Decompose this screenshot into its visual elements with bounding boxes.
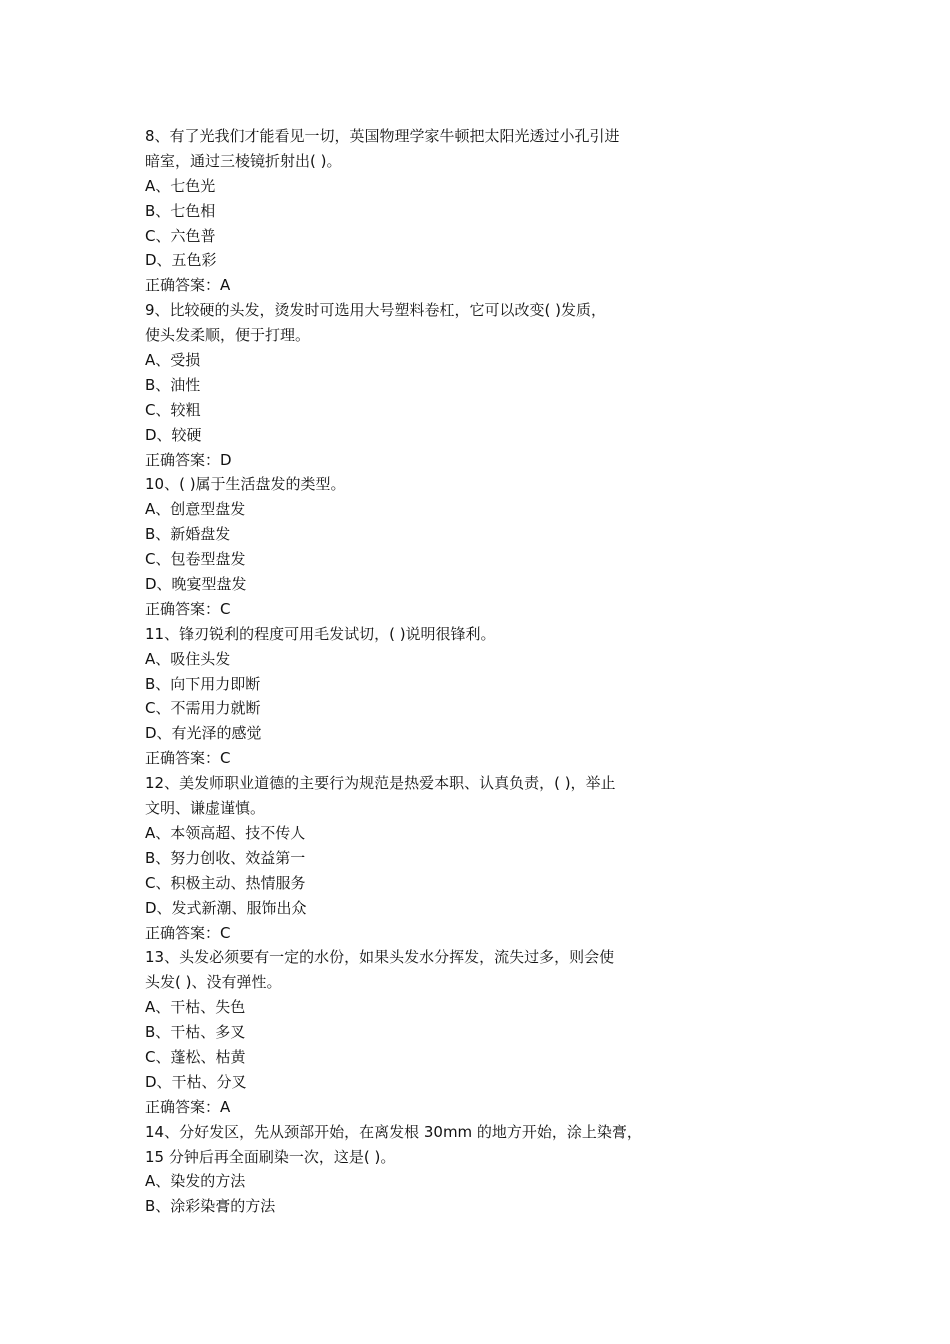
question-stem: 8、有了光我们才能看见一切，英国物理学家牛顿把太阳光透过小孔引进 [145, 127, 620, 145]
option-b: B、干枯、多叉 [145, 1023, 246, 1042]
option-b: B、努力创收、效益第一 [145, 848, 306, 867]
question-14 [145, 1120, 725, 1220]
correct-answer: 正确答案：C [145, 599, 231, 618]
question-stem: 14、分好发区，先从颈部开始，在离发根 30mm 的地方开始，涂上染膏， [145, 1122, 642, 1141]
option-c: C、积极主动、热情服务 [145, 873, 306, 892]
question-10 [145, 472, 725, 621]
question-stem: 9、比较硬的头发，烫发时可选用大号塑料卷杠，它可以改变( )发质， [145, 301, 607, 320]
option-d: D、五色彩 [145, 251, 217, 270]
question-8 [145, 124, 725, 298]
question-stem: 13、头发必须要有一定的水份，如果头发水分挥发，流失过多，则会使 [145, 948, 615, 967]
option-b: B、油性 [145, 375, 201, 394]
option-d: D、较硬 [145, 425, 202, 444]
question-stem: 文明、谦虚谨慎。 [145, 799, 266, 818]
option-c: C、六色普 [145, 226, 216, 245]
option-a: A、染发的方法 [145, 1172, 246, 1191]
option-b: B、新婚盘发 [145, 525, 231, 544]
question-stem: 暗室，通过三棱镜折射出( )。 [145, 151, 342, 170]
option-a: A、创意型盘发 [145, 500, 246, 519]
question-13 [145, 945, 725, 1119]
option-c: C、较粗 [145, 400, 201, 419]
correct-answer: 正确答案：A [145, 276, 231, 295]
option-d: D、晚宴型盘发 [145, 575, 247, 594]
option-a: A、受损 [145, 351, 201, 370]
correct-answer: 正确答案：A [145, 1097, 231, 1116]
option-d: D、有光泽的感觉 [145, 724, 262, 743]
correct-answer: 正确答案：D [145, 450, 232, 469]
option-b: B、七色相 [145, 201, 216, 220]
option-d: D、干枯、分叉 [145, 1072, 247, 1091]
option-b: B、向下用力即断 [145, 674, 261, 693]
option-c: C、包卷型盘发 [145, 550, 246, 569]
option-d: D、发式新潮、服饰出众 [145, 898, 307, 917]
document-page [145, 124, 725, 1219]
option-a: A、七色光 [145, 176, 216, 195]
correct-answer: 正确答案：C [145, 923, 231, 942]
option-a: A、本领高超、技不传人 [145, 823, 306, 842]
question-stem: 11、锋刃锐利的程度可用毛发试切，( )说明很锋利。 [145, 624, 496, 643]
correct-answer: 正确答案：C [145, 749, 231, 768]
question-stem: 10、( )属于生活盘发的类型。 [145, 475, 346, 494]
question-stem: 使头发柔顺，便于打理。 [145, 326, 311, 345]
question-stem: 15 分钟后再全面刷染一次，这是( )。 [145, 1147, 396, 1166]
question-12 [145, 771, 725, 945]
question-11 [145, 622, 725, 771]
option-c: C、蓬松、枯黄 [145, 1047, 246, 1066]
option-b: B、涂彩染膏的方法 [145, 1197, 276, 1216]
option-a: A、干枯、失色 [145, 998, 246, 1017]
question-stem: 头发( )、没有弹性。 [145, 973, 282, 992]
question-stem: 12、美发师职业道德的主要行为规范是热爱本职、认真负责，( )，举止 [145, 774, 616, 793]
option-a: A、吸住头发 [145, 649, 231, 668]
option-c: C、不需用力就断 [145, 699, 261, 718]
question-9 [145, 298, 725, 472]
